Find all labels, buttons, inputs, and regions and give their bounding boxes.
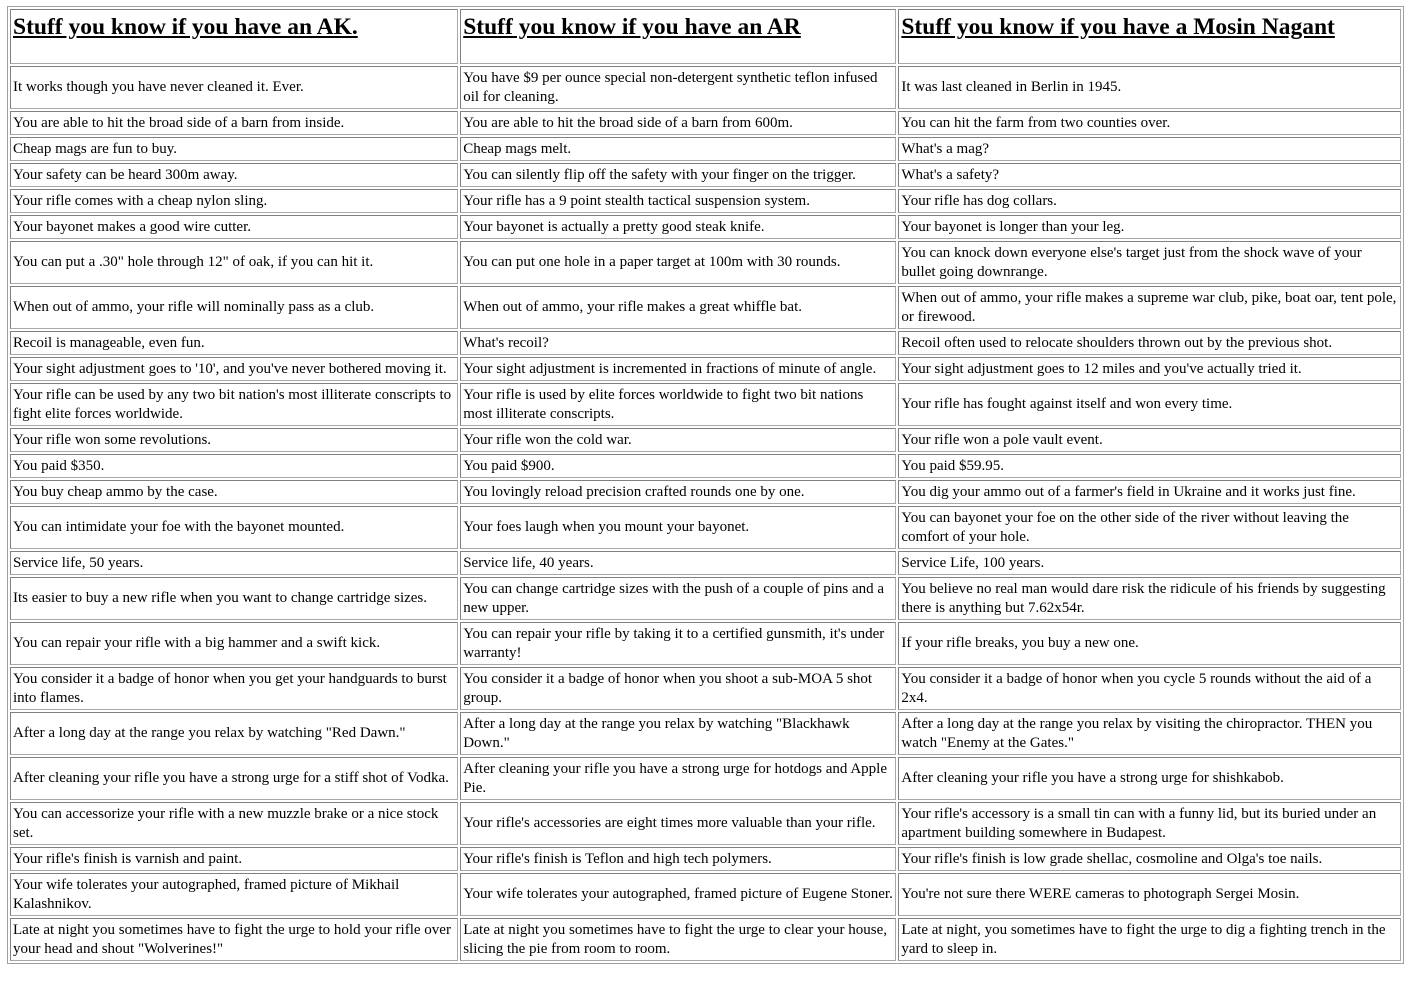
table-cell-ak: Recoil is manageable, even fun. [10,331,458,355]
table-cell-ar: After a long day at the range you relax by watching "Blackhawk Down." [460,712,896,755]
header-cell-mosin [898,9,1401,64]
table-cell-ar: After cleaning your rifle you have a strong urge for hotdogs and Apple Pie. [460,757,896,800]
table-cell-ak: You can repair your rifle with a big hammer and a swift kick. [10,622,458,665]
table-cell-ak: Its easier to buy a new rifle when you want to change cartridge sizes. [10,577,458,620]
table-cell-mosin: You dig your ammo out of a farmer's field in Ukraine and it works just fine. [898,480,1401,504]
table-cell-ak: You can accessorize your rifle with a new muzzle brake or a nice stock set. [10,802,458,845]
table-cell-ar: Your rifle won the cold war. [460,428,896,452]
table-cell-ak: Your rifle won some revolutions. [10,428,458,452]
table-cell-mosin: Your sight adjustment goes to 12 miles and you've actually tried it. [898,357,1401,381]
table-cell-mosin: What's a safety? [898,163,1401,187]
table-row [10,111,1401,135]
table-cell-ak: After a long day at the range you relax by watching "Red Dawn." [10,712,458,755]
table-cell-mosin: Late at night, you sometimes have to fight the urge to dig a fighting trench in the yard to sleep in. [898,918,1401,961]
table-cell-mosin: When out of ammo, your rifle makes a supreme war club, pike, boat oar, tent pole, or firewood. [898,286,1401,329]
table-cell-ak: Service life, 50 years. [10,551,458,575]
table-row [10,506,1401,549]
table-row [10,480,1401,504]
table-cell-ak: After cleaning your rifle you have a strong urge for a stiff shot of Vodka. [10,757,458,800]
table-cell-ak: When out of ammo, your rifle will nominally pass as a club. [10,286,458,329]
table-row [10,286,1401,329]
table-cell-ak: Your rifle can be used by any two bit nation's most illiterate conscripts to fight elite forces worldwide. [10,383,458,426]
table-cell-ar: Your rifle has a 9 point stealth tactical suspension system. [460,189,896,213]
header-cell-ar [460,9,896,64]
table-cell-ak: Your sight adjustment goes to '10', and you've never bothered moving it. [10,357,458,381]
table-row [10,241,1401,284]
table-cell-ar: You are able to hit the broad side of a barn from 600m. [460,111,896,135]
table-row [10,137,1401,161]
table-row [10,577,1401,620]
table-cell-ar: Cheap mags melt. [460,137,896,161]
table-row [10,847,1401,871]
header-ak-title: Stuff you know if you have an AK. [13,14,358,40]
table-cell-ar: You paid $900. [460,454,896,478]
table-row [10,667,1401,710]
table-cell-ar: You can silently flip off the safety with your finger on the trigger. [460,163,896,187]
table-cell-mosin: You can bayonet your foe on the other side of the river without leaving the comfort of your hole. [898,506,1401,549]
table-cell-mosin: You can hit the farm from two counties over. [898,111,1401,135]
table-cell-mosin: Your bayonet is longer than your leg. [898,215,1401,239]
table-row [10,383,1401,426]
table-cell-ar: You have $9 per ounce special non-detergent synthetic teflon infused oil for cleaning. [460,66,896,109]
comparison-table-body [10,9,1401,961]
table-cell-ar: You can repair your rifle by taking it to a certified gunsmith, it's under warranty! [460,622,896,665]
table-row [10,551,1401,575]
table-row [10,66,1401,109]
table-cell-mosin: You can knock down everyone else's target just from the shock wave of your bullet going downrange. [898,241,1401,284]
header-ar-title: Stuff you know if you have an AR [463,14,801,40]
table-cell-ar: You can change cartridge sizes with the push of a couple of pins and a new upper. [460,577,896,620]
table-cell-ar: You lovingly reload precision crafted rounds one by one. [460,480,896,504]
table-cell-ar: When out of ammo, your rifle makes a great whiffle bat. [460,286,896,329]
table-cell-ar: Your foes laugh when you mount your bayonet. [460,506,896,549]
table-cell-mosin: If your rifle breaks, you buy a new one. [898,622,1401,665]
table-row [10,454,1401,478]
table-cell-ar: Your rifle's finish is Teflon and high tech polymers. [460,847,896,871]
table-cell-mosin: Service Life, 100 years. [898,551,1401,575]
table-cell-ak: Your safety can be heard 300m away. [10,163,458,187]
table-cell-ak: Late at night you sometimes have to fight the urge to hold your rifle over your head and shout "Wolverines!" [10,918,458,961]
table-cell-mosin: What's a mag? [898,137,1401,161]
table-row [10,712,1401,755]
table-row [10,163,1401,187]
table-row [10,189,1401,213]
table-cell-mosin: You believe no real man would dare risk the ridicule of his friends by suggesting there is anything but 7.62x54r. [898,577,1401,620]
table-cell-ar: Your bayonet is actually a pretty good steak knife. [460,215,896,239]
table-cell-ak: Your rifle's finish is varnish and paint. [10,847,458,871]
table-cell-ak: Cheap mags are fun to buy. [10,137,458,161]
table-cell-ak: Your wife tolerates your autographed, framed picture of Mikhail Kalashnikov. [10,873,458,916]
table-cell-mosin: After a long day at the range you relax by visiting the chiropractor. THEN you watch "Enemy at the Gates." [898,712,1401,755]
table-row [10,331,1401,355]
table-row [10,428,1401,452]
table-cell-mosin: Your rifle has fought against itself and won every time. [898,383,1401,426]
table-cell-ak: Your rifle comes with a cheap nylon sling. [10,189,458,213]
table-row [10,357,1401,381]
table-cell-mosin: After cleaning your rifle you have a strong urge for shishkabob. [898,757,1401,800]
table-row [10,802,1401,845]
table-row [10,873,1401,916]
table-cell-mosin: Your rifle has dog collars. [898,189,1401,213]
table-cell-ak: You buy cheap ammo by the case. [10,480,458,504]
table-cell-ar: You can put one hole in a paper target at 100m with 30 rounds. [460,241,896,284]
table-row [10,622,1401,665]
table-row [10,918,1401,961]
table-cell-ar: Service life, 40 years. [460,551,896,575]
header-cell-ak [10,9,458,64]
table-cell-ar: Your sight adjustment is incremented in fractions of minute of angle. [460,357,896,381]
table-cell-mosin: You consider it a badge of honor when you cycle 5 rounds without the aid of a 2x4. [898,667,1401,710]
table-cell-ak: It works though you have never cleaned it. Ever. [10,66,458,109]
table-cell-mosin: It was last cleaned in Berlin in 1945. [898,66,1401,109]
table-cell-ar: What's recoil? [460,331,896,355]
header-row [10,9,1401,64]
header-mosin-title: Stuff you know if you have a Mosin Nagant [901,14,1335,40]
table-cell-ak: You can intimidate your foe with the bayonet mounted. [10,506,458,549]
table-cell-mosin: You paid $59.95. [898,454,1401,478]
table-cell-ak: You consider it a badge of honor when you get your handguards to burst into flames. [10,667,458,710]
table-cell-ar: You consider it a badge of honor when you shoot a sub-MOA 5 shot group. [460,667,896,710]
table-cell-mosin: Your rifle's finish is low grade shellac, cosmoline and Olga's toe nails. [898,847,1401,871]
table-row [10,757,1401,800]
table-row [10,215,1401,239]
table-cell-ar: Late at night you sometimes have to fight the urge to clear your house, slicing the pie from room to room. [460,918,896,961]
table-cell-ak: Your bayonet makes a good wire cutter. [10,215,458,239]
table-cell-ar: Your rifle's accessories are eight times more valuable than your rifle. [460,802,896,845]
table-cell-ar: Your wife tolerates your autographed, framed picture of Eugene Stoner. [460,873,896,916]
table-cell-ak: You can put a .30" hole through 12" of oak, if you can hit it. [10,241,458,284]
table-cell-mosin: Recoil often used to relocate shoulders thrown out by the previous shot. [898,331,1401,355]
table-cell-ak: You paid $350. [10,454,458,478]
comparison-table [7,6,1404,964]
table-cell-mosin: Your rifle's accessory is a small tin can with a funny lid, but its buried under an apartment building somewhere in Budapest. [898,802,1401,845]
table-cell-mosin: You're not sure there WERE cameras to photograph Sergei Mosin. [898,873,1401,916]
table-cell-mosin: Your rifle won a pole vault event. [898,428,1401,452]
table-cell-ak: You are able to hit the broad side of a barn from inside. [10,111,458,135]
table-cell-ar: Your rifle is used by elite forces worldwide to fight two bit nations most illiterate conscripts. [460,383,896,426]
